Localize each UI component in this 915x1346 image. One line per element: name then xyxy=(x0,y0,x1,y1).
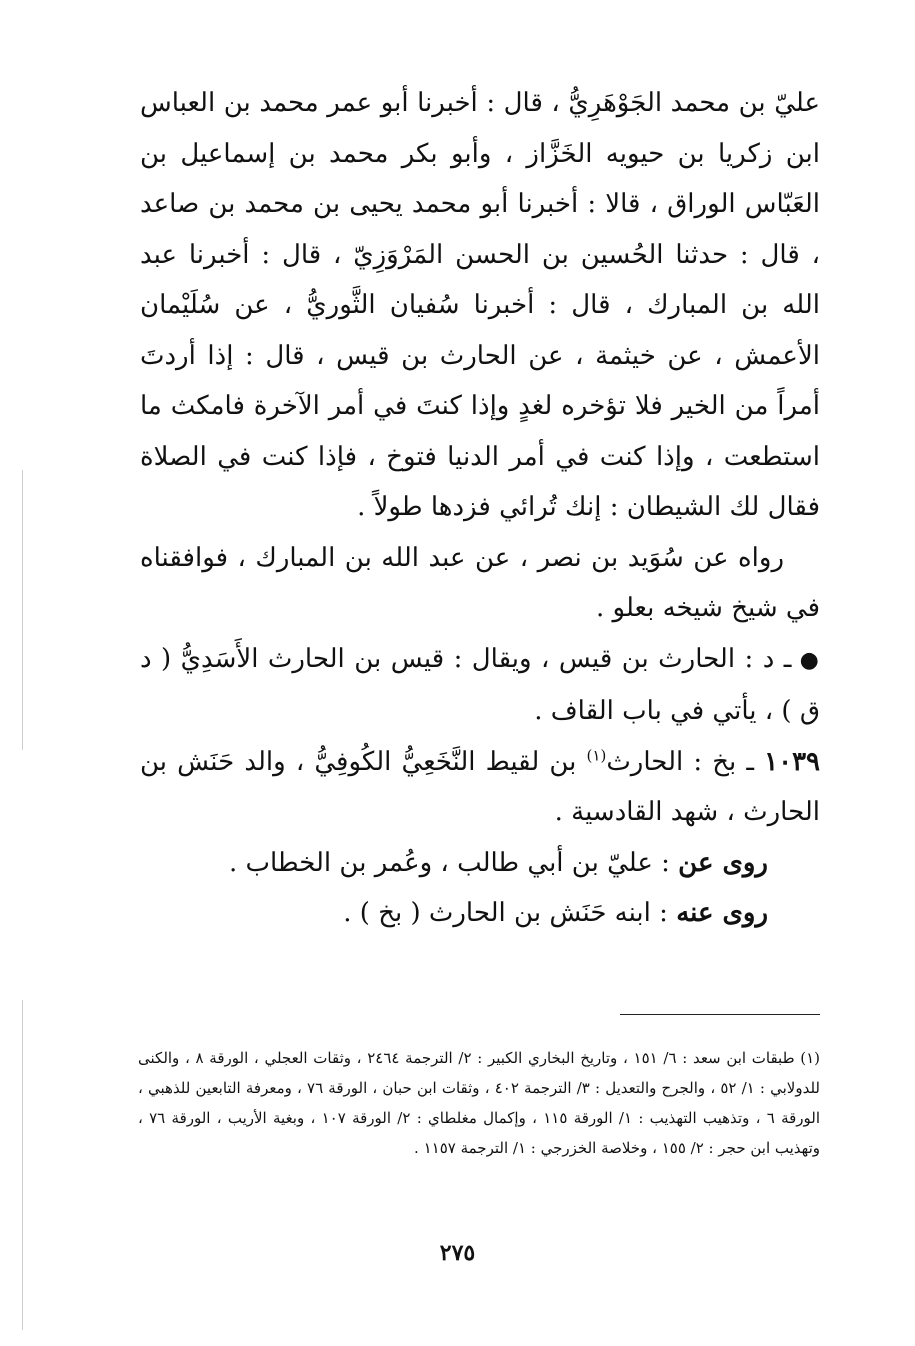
commentary-paragraph: رواه عن سُوَيد بن نصر ، عن عبد الله بن المبارك ، فوافقناه في شيخ شيخه بعلو . xyxy=(140,542,820,623)
narrated-from-text: : عليّ بن أبي طالب ، وعُمر بن الخطاب . xyxy=(228,847,679,878)
narrated-by-line xyxy=(140,888,820,939)
page-number: ٢٧٥ xyxy=(439,1240,476,1266)
entry-number: ١٠٣٩ xyxy=(764,746,820,777)
narrated-by-label: روى عنه xyxy=(676,898,768,928)
narrated-by-text: : ابنه حَنَش بن الحارث ( بخ ) . xyxy=(343,898,677,928)
cross-reference-text: ـ د : الحارث بن قيس ، ويقال : قيس بن الحارث الأَسَدِيُّ ( د ق ) ، يأتي في باب القاف . xyxy=(140,643,820,726)
footnotes xyxy=(138,1043,820,1163)
narrated-from-label: روى عن xyxy=(678,847,768,878)
footnote-marker[interactable]: (١) xyxy=(586,745,607,764)
narrated-from-line xyxy=(140,838,820,889)
entry-heading: ـ بخ : الحارث xyxy=(606,746,765,777)
main-text xyxy=(140,78,820,939)
narration-paragraph: عليّ بن محمد الجَوْهَرِيُّ ، قال : أخبرنا أبو عمر محمد بن العباس ابن زكريا بن حيويه الخَزَّاز ، وأبو بكر محمد بن إسماعيل بن العَبّاس الوراق ، قالا : أخبرنا أبو محمد يحيى بن محمد بن صاعد ، قال : حدثنا الحُسين بن الحسن المَرْوَزِيّ ، قال : أخبرنا عبد الله بن المبارك ، قال : أخبرنا سُفيان الثَّوريُّ ، عن سُلَيْمان الأعمش ، عن خيثمة ، عن الحارث بن قيس ، قال : إذا أردتَ أمراً من الخير فلا تؤخره لغدٍ وإذا كنتَ في أمر الآخرة فامكث ما استطعت ، وإذا كنت في أمر الدنيا فتوخ ، فإذا كنت في الصلاة فقال لك الشيطان : إنك تُرائي فزدها طولاً . xyxy=(140,88,820,522)
page-edge-mark xyxy=(22,470,23,750)
cross-reference-entry xyxy=(140,634,820,737)
entry-text: بن لقيط النَّخَعِيُّ الكُوفِيُّ ، والد حَنَش بن الحارث ، شهد القادسية . xyxy=(140,746,820,827)
page-edge-mark xyxy=(22,1000,23,1330)
footnote-1: (١) طبقات ابن سعد : ٦/ ١٥١ ، وتاريخ البخاري الكبير : ٢/ الترجمة ٢٤٦٤ ، وثقات العجلي ، الورقة ٨ ، والكنى للدولابي : ١/ ٥٢ ، والجرح والتعديل : ٣/ الترجمة ٤٠٢ ، وثقات ابن حبان ، الورقة ٧٦ ، ومعرفة التابعين للذهبي ، الورقة ٦ ، وتذهيب التهذيب : ١/ الورقة ١١٥ ، وإكمال مغلطاي : ٢/ الورقة ١٠٧ ، وبغية الأريب ، الورقة ٧٦ ، وتهذيب ابن حجر : ٢/ ١٥٥ ، وخلاصة الخزرجي : ١/ الترجمة ١١٥٧ . xyxy=(138,1049,821,1157)
bullet-icon: ● xyxy=(799,647,820,673)
biography-entry xyxy=(140,737,820,838)
footnote-divider xyxy=(620,1014,820,1015)
